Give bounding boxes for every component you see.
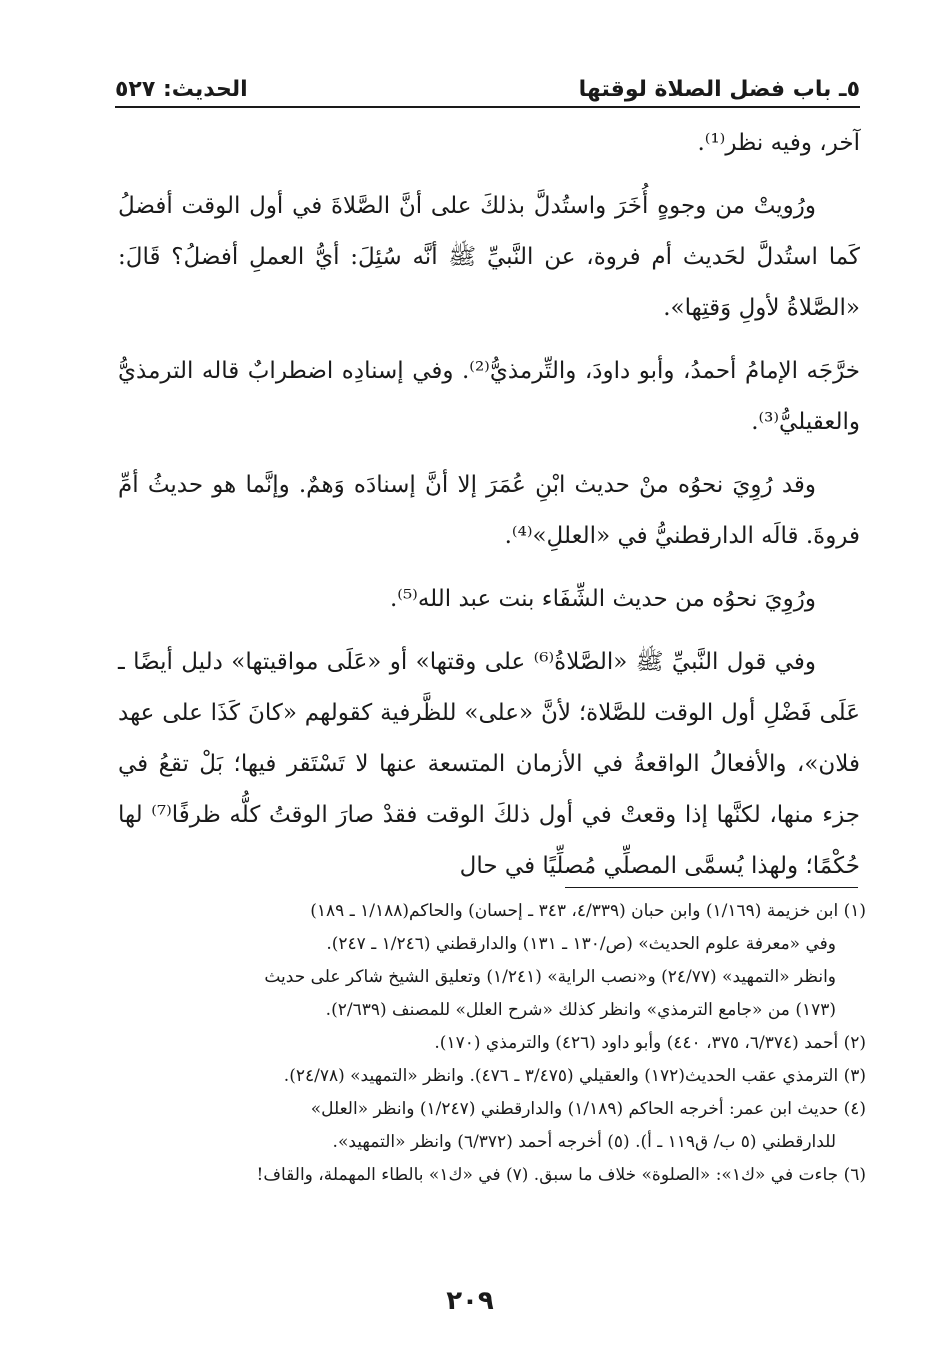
footnote-line: (١) ابن خزيمة (١/١٦٩) وابن حبان (٤/٣٣٩، ٣٤٣ ـ إحسان) والحاكم(١/١٨٨ ـ ١٨٩) xyxy=(310,901,866,921)
paragraph: آخر، وفيه نظر⁽¹⁾. xyxy=(697,130,860,156)
footnote-line: (٢) أحمد (٦/٣٧٤، ٣٧٥، ٤٤٠) وأبو داود (٤٢٦) والترمذي (١٧٠). xyxy=(434,1033,866,1053)
footnote-line: (٤) حديث ابن عمر: أخرجه الحاكم (١/١٨٩) والدارقطني (١/٢٤٧) وانظر «العلل» xyxy=(310,1099,866,1119)
paragraph: وقد رُوِيَ نحوُه منْ حديث ابْنِ عُمَرَ إلا أنَّ إسنادَه وَهمٌ. وإنَّما هو حديثُ أمِّ فروةَ. قالَه الدارقطنيُّ في «العللِ»⁽⁴⁾. xyxy=(118,472,860,549)
footnote-line: (٣) الترمذي عقب الحديث(١٧٢) والعقيلي (٣/٤٧٥ ـ ٤٧٦). وانظر «التمهيد» (٢٤/٧٨). xyxy=(283,1066,866,1086)
footnotes xyxy=(118,896,866,1193)
paragraph: ورُوِيَ نحوُه من حديث الشِّفَاء بنت عبد الله⁽⁵⁾. xyxy=(389,586,816,612)
paragraph: ورُويتْ من وجوهٍ أُخَرَ واستُدلَّ بذلكَ على أنَّ الصَّلاةَ في أول الوقت أفضلُ كَما استُدلَّ لحَديث أم فروة، عن النَّبيِّ ﷺ أنَّه سُئِلَ: أيُّ العملِ أفضلُ؟ قَالَ: «الصَّلاةُ لأولِ وَقتِها». xyxy=(118,193,860,321)
footnote-divider xyxy=(565,887,858,888)
chapter-title: ٥ـ باب فضل الصلاة لوقتها xyxy=(578,77,860,102)
page-number: ٢٠٩ xyxy=(446,1286,494,1316)
main-text xyxy=(118,118,860,904)
footnote-line: وانظر «التمهيد» (٢٤/٧٧) و«نصب الراية» (١/٢٤١) وتعليق الشيخ شاكر على حديث xyxy=(264,967,836,987)
footnote-line: (٦) جاءت في «ك١»: «الصلوة» خلاف ما سبق. (٧) في «ك١» بالطاء المهملة، والقاف! xyxy=(256,1165,866,1185)
footnote-line: (١٧٣) من «جامع الترمذي» وانظر كذلك «شرح العلل» للمصنف (٢/٦٣٩). xyxy=(325,1000,836,1020)
paragraph: خرَّجَه الإمامُ أحمدُ، وأبو داودَ، والتِّرمذيُّ⁽²⁾. وفي إسنادِه اضطرابٌ قاله الترمذيُّ والعقيليُّ⁽³⁾. xyxy=(118,358,860,435)
paragraph: وفي قول النَّبيِّ ﷺ «الصَّلاةُ⁽⁶⁾ على وقتها» أو «عَلَى مواقيتها» دليل أيضًا ـ عَلَى فَضْلِ أول الوقت للصَّلاة؛ لأنَّ «على» للظَّرفية كقولهم «كانَ كَذَا على عهد فلان»، والأفعالُ الواقعةُ في الأزمان المتسعة عنها لا تَسْتَقر فيها؛ بَلْ تقعُ في جزء منها، لكنَّها إذا وقعتْ في أول ذلكَ الوقت فقدْ صارَ الوقتُ كلُّه ظرفًا⁽⁷⁾ لها حُكْمًا؛ ولهذا يُسمَّى المصلِّي مُصلِّيًا في حال xyxy=(118,649,860,879)
footnote-line: للدارقطني (٥ ب/ ق١١٩ ـ أ). (٥) أخرجه أحمد (٦/٣٧٢) وانظر «التمهيد». xyxy=(332,1132,836,1152)
hadith-reference: الحديث: ٥٢٧ xyxy=(115,77,248,102)
running-header xyxy=(115,62,860,108)
footnote-line: وفي «معرفة علوم الحديث» (ص/١٣٠ ـ ١٣١) والدارقطني (١/٢٤٦ ـ ٢٤٧). xyxy=(326,934,836,954)
